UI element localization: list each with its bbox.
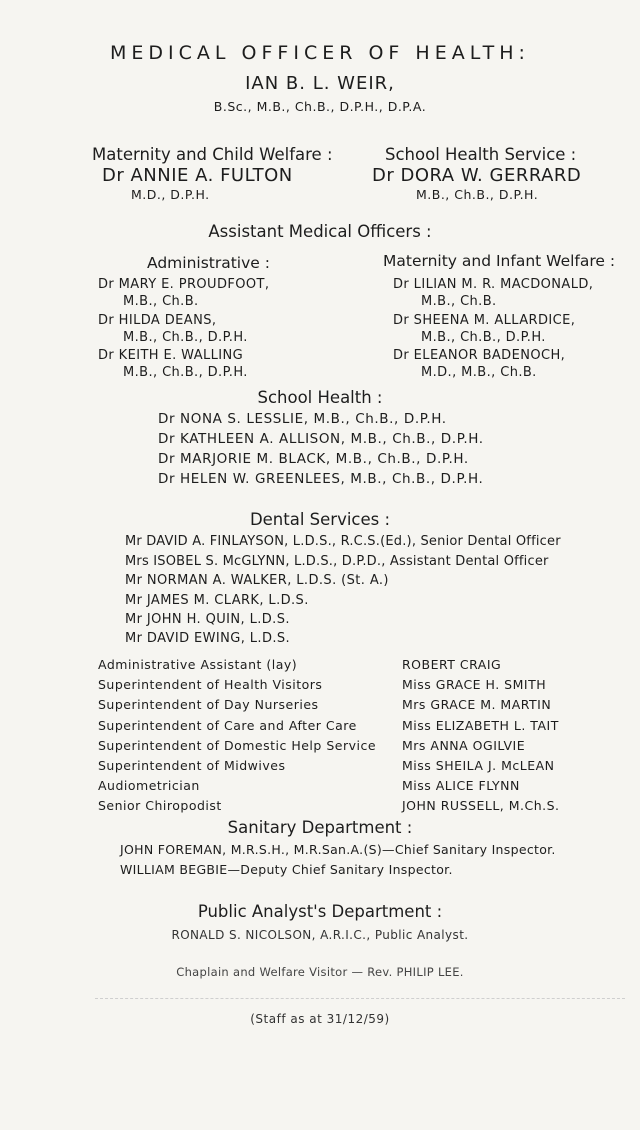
officer-name: IAN B. L. WEIR, [245,73,395,94]
maternity-officer-name: Dr ELEANOR BADENOCH, [393,348,566,363]
maternity-child-welfare-heading: Maternity and Child Welfare : [92,145,333,164]
public-analyst: RONALD S. NICOLSON, A.R.I.C., Public Analyst. [171,928,469,942]
page-title: MEDICAL OFFICER OF HEALTH: [110,42,530,64]
staff-role: Superintendent of Health Visitors [98,677,323,692]
maternity-officer-degrees: M.B., Ch.B., D.P.H. [421,330,546,345]
staff-name: ROBERT CRAIG [402,657,502,672]
maternity-child-welfare-name: Dr ANNIE A. FULTON [102,165,293,186]
staff-name: Mrs ANNA OGILVIE [402,738,526,753]
maternity-officer-name: Dr LILIAN M. R. MACDONALD, [393,277,594,292]
dental-services-heading: Dental Services : [249,510,391,529]
staff-role: Audiometrician [98,778,200,793]
staff-date-note: (Staff as at 31/12/59) [250,1012,390,1026]
staff-role: Superintendent of Care and After Care [98,718,357,733]
school-health-officer: Dr NONA S. LESSLIE, M.B., Ch.B., D.P.H. [158,411,447,427]
school-health-service-degrees: M.B., Ch.B., D.P.H. [416,187,539,202]
school-health-service-heading: School Health Service : [385,145,577,164]
dental-officer: Mr JOHN H. QUIN, L.D.S. [125,612,290,627]
staff-role: Superintendent of Domestic Help Service [98,738,377,753]
sanitary-department-heading: Sanitary Department : [227,818,413,837]
staff-name: Miss GRACE H. SMITH [402,677,547,692]
staff-role: Superintendent of Midwives [98,758,286,773]
staff-role: Superintendent of Day Nurseries [98,697,319,712]
school-health-officer: Dr MARJORIE M. BLACK, M.B., Ch.B., D.P.H. [158,451,469,467]
maternity-officer-degrees: M.B., Ch.B. [421,294,497,309]
staff-name: Miss ALICE FLYNN [402,778,520,793]
staff-name: Miss SHEILA J. McLEAN [402,758,555,773]
chaplain-line: Chaplain and Welfare Visitor — Rev. PHILIP LEE. [176,965,464,979]
sanitary-inspector: JOHN FOREMAN, M.R.S.H., M.R.San.A.(S)—Chief Sanitary Inspector. [120,842,556,857]
school-health-officer: Dr KATHLEEN A. ALLISON, M.B., Ch.B., D.P.H. [158,431,484,447]
maternity-officer-degrees: M.D., M.B., Ch.B. [421,365,537,380]
maternity-infant-welfare-heading: Maternity and Infant Welfare : [383,252,616,270]
admin-officer-name: Dr HILDA DEANS, [98,313,217,328]
assistant-medical-officers-heading: Assistant Medical Officers : [208,222,432,241]
admin-officer-name: Dr MARY E. PROUDFOOT, [98,277,270,292]
school-health-heading: School Health : [257,388,383,407]
staff-name: Miss ELIZABETH L. TAIT [402,718,559,733]
sanitary-inspector: WILLIAM BEGBIE—Deputy Chief Sanitary Inspector. [120,862,453,877]
school-health-officer: Dr HELEN W. GREENLEES, M.B., Ch.B., D.P.H. [158,471,484,487]
admin-officer-degrees: M.B., Ch.B., D.P.H. [123,365,248,380]
dental-officer: Mr NORMAN A. WALKER, L.D.S. (St. A.) [125,573,389,588]
maternity-child-welfare-degrees: M.D., D.P.H. [131,187,210,202]
school-health-service-name: Dr DORA W. GERRARD [372,165,582,186]
public-analyst-heading: Public Analyst's Department : [197,902,443,921]
dental-officer: Mr DAVID EWING, L.D.S. [125,631,291,646]
dental-officer: Mrs ISOBEL S. McGLYNN, L.D.S., D.P.D., Assistant Dental Officer [125,554,549,569]
staff-role: Administrative Assistant (lay) [98,657,298,672]
divider [95,998,625,999]
dental-officer: Mr DAVID A. FINLAYSON, L.D.S., R.C.S.(Ed.), Senior Dental Officer [125,534,561,549]
admin-officer-degrees: M.B., Ch.B., D.P.H. [123,330,248,345]
dental-officer: Mr JAMES M. CLARK, L.D.S. [125,593,309,608]
maternity-officer-name: Dr SHEENA M. ALLARDICE, [393,313,576,328]
staff-name: Mrs GRACE M. MARTIN [402,697,552,712]
staff-name: JOHN RUSSELL, M.Ch.S. [402,798,560,813]
admin-officer-degrees: M.B., Ch.B. [123,294,199,309]
officer-degrees: B.Sc., M.B., Ch.B., D.P.H., D.P.A. [213,99,427,114]
administrative-heading: Administrative : [147,254,270,272]
admin-officer-name: Dr KEITH E. WALLING [98,348,244,363]
staff-role: Senior Chiropodist [98,798,222,813]
